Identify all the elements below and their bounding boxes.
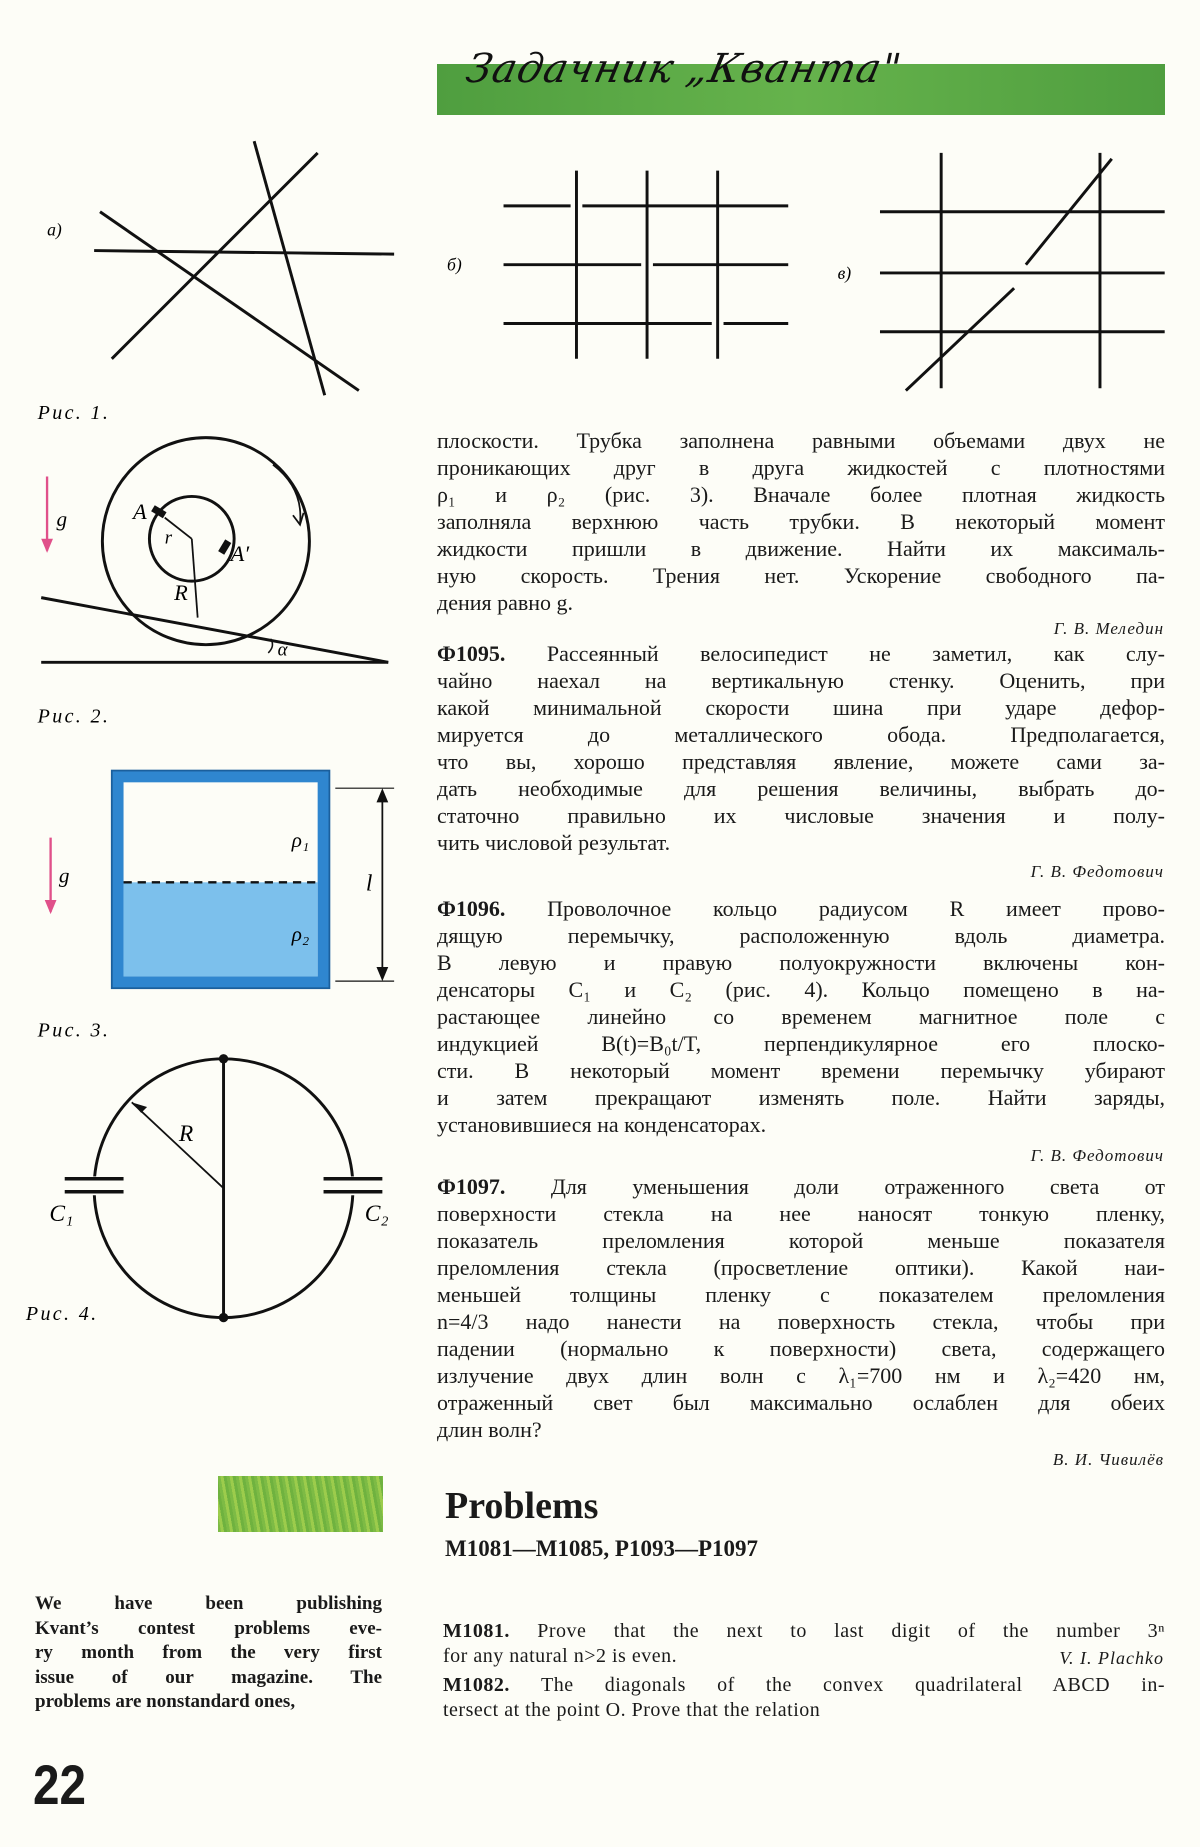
fig3-caption: Рис. 3. (37, 1019, 111, 1042)
text-line: tersect at the point O. Prove that the relation (443, 1699, 821, 1721)
fig2-caption: Рис. 2. (37, 705, 111, 728)
text-line: отраженный свет был максимально ослаблен для обеих (437, 1390, 1165, 1415)
text-line: заполняла верхнюю часть трубки. В некоторый момент (437, 509, 1165, 534)
fig4-R: R (178, 1121, 194, 1148)
text-line: плоскости. Трубка заполнена равными объемами двух не (437, 428, 1165, 453)
fig2-R: R (174, 579, 188, 605)
text-line: статочно правильно их числовые значения и полу- (437, 803, 1165, 828)
text-line: падении (нормально к поверхности) света, содержащего (437, 1336, 1165, 1361)
fig3-l: l (365, 870, 373, 897)
figure-1a (94, 141, 394, 395)
author-fedotovich-1: Г. В. Федотович (1030, 862, 1164, 881)
text-line: чить числовой результат. (437, 830, 671, 855)
problems-heading: Problems (445, 1485, 599, 1527)
text-line: чайно наехал на вертикальную стенку. Оценить, при (437, 668, 1165, 693)
problem-continuation (437, 427, 1165, 616)
text-line: for any natural n>2 is even. (443, 1645, 678, 1667)
text-line: дения равно g. (437, 590, 574, 615)
fig1b-label: б) (447, 254, 462, 275)
text-line: сти. В некоторый момент времени перемычку убирают (437, 1058, 1165, 1083)
text-line: дящую перемычку, расположенную вдоль диаметра. (437, 923, 1165, 948)
text-line: дать необходимые для решения величины, выбрать до- (437, 776, 1165, 801)
figure-4 (61, 1054, 386, 1322)
fig1a-label: а) (47, 219, 62, 240)
page-number: 22 (33, 1753, 86, 1816)
problem-label: Ф1095. (437, 641, 547, 666)
fig3-g: g (58, 863, 70, 888)
text-line: денсаторы C₁ и C₂ (рис. 4). Кольцо помещено в на- (437, 977, 1165, 1002)
problem-label: M1082. (443, 1674, 542, 1696)
text-line: жидкости пришли в движение. Найти их максималь- (437, 536, 1165, 561)
text-line: длин волн? (437, 1417, 542, 1442)
author-chivilev: В. И. Чивилёв (1052, 1450, 1164, 1469)
text-line: n=4/3 надо нанести на поверхность стекла, чтобы при (437, 1309, 1165, 1334)
text-line: ную скорость. Трения нет. Ускорение свободного па- (437, 563, 1165, 588)
fig1v-label: в) (837, 262, 852, 283)
problem-label: Ф1096. (437, 896, 548, 921)
figure-2 (41, 438, 388, 663)
text-line: излучение двух длин волн с λ₁=700 нм и λ₂=420 нм, (437, 1363, 1165, 1388)
problem-label: Ф1097. (437, 1174, 551, 1199)
text-line: какой минимальной скорости шина при ударе дефор- (437, 695, 1165, 720)
fig2-A: A (132, 498, 147, 524)
problem-f1097 (437, 1173, 1165, 1443)
fig4-caption: Рис. 4. (25, 1302, 99, 1325)
text-line: установившиеся на конденсаторах. (437, 1112, 767, 1137)
text-line: В левую и правую полуокружности включены кон- (437, 950, 1165, 975)
text-line: индукцией B(t)=B₀t/T, перпендикулярное его плоско- (437, 1031, 1165, 1056)
text-line: problems are nonstandard ones, (35, 1691, 296, 1712)
problem-f1095 (437, 640, 1165, 856)
fig2-g: g (56, 506, 68, 531)
text-line: ry month from the very first (35, 1642, 382, 1663)
problems-subheading: M1081—M1085, P1093—P1097 (445, 1536, 759, 1561)
text-line: поверхности стекла на нее наносят тонкую пленку, (437, 1201, 1165, 1226)
fig2-r: r (164, 527, 173, 549)
text-line: растающее линейно со временем магнитное поле с (437, 1004, 1165, 1029)
text-line: ρ₁ и ρ₂ (рис. 3). Вначале более плотная жидкость (437, 482, 1165, 507)
problem-label: M1081. (443, 1620, 538, 1642)
fig2-A-prime: A′ (230, 541, 250, 567)
text-line: Kvant’s contest problems eve- (35, 1617, 382, 1639)
section-title: Задачник „Кванта" (462, 46, 906, 92)
fig3-rho2: ρ₂ (291, 922, 310, 947)
text-line: мируется до металлического обода. Предполагается, (437, 722, 1165, 747)
green-block (218, 1476, 383, 1532)
problem-f1096 (437, 895, 1165, 1138)
text-line: We have been publishing (35, 1593, 382, 1614)
figure-1v (880, 153, 1165, 391)
text-line: Ф1096. Проволочное кольцо радиусом R имеет прово- (437, 896, 1165, 921)
text-line: меньшей толщины пленку с показателем преломления (437, 1282, 1165, 1307)
text-line: issue of our magazine. The (35, 1666, 382, 1688)
author-meledin: Г. В. Меледин (1053, 619, 1164, 638)
author-plachko: V. I. Plachko (1059, 1648, 1164, 1668)
text-line: и затем прекращают изменять поле. Найти заряды, (437, 1085, 1165, 1110)
figure-1b (504, 171, 789, 359)
fig2-alpha: α (277, 639, 288, 661)
problem-m1082 (443, 1673, 1165, 1723)
text-line: проникающих друг в друга жидкостей с плотностями (437, 455, 1165, 480)
text-line: M1082. The diagonals of the convex quadrilateral ABCD in- (443, 1674, 1165, 1696)
text-line: преломления стекла (просветление оптики). Какой наи- (437, 1255, 1165, 1280)
text-line: что вы, хорошо представляя явление, можете сами за- (437, 749, 1165, 774)
text-line: Ф1097. Для уменьшения доли отраженного света от (437, 1174, 1165, 1199)
problem-m1081 (443, 1619, 1165, 1669)
fig3-rho1: ρ₁ (291, 828, 310, 853)
sidebar-intro (35, 1592, 382, 1715)
text-line: Ф1095. Рассеянный велосипедист не заметил, как слу- (437, 641, 1166, 666)
figure-3 (45, 771, 394, 989)
fig4-C2: C₂ (364, 1201, 389, 1228)
fig1-caption: Рис. 1. (37, 401, 111, 424)
author-fedotovich-2: Г. В. Федотович (1030, 1146, 1164, 1165)
fig4-C1: C₁ (49, 1201, 74, 1228)
text-line: показатель преломления которой меньше показателя (437, 1228, 1165, 1253)
text-line: M1081. Prove that the next to last digit of the number 3ⁿ (443, 1620, 1165, 1642)
